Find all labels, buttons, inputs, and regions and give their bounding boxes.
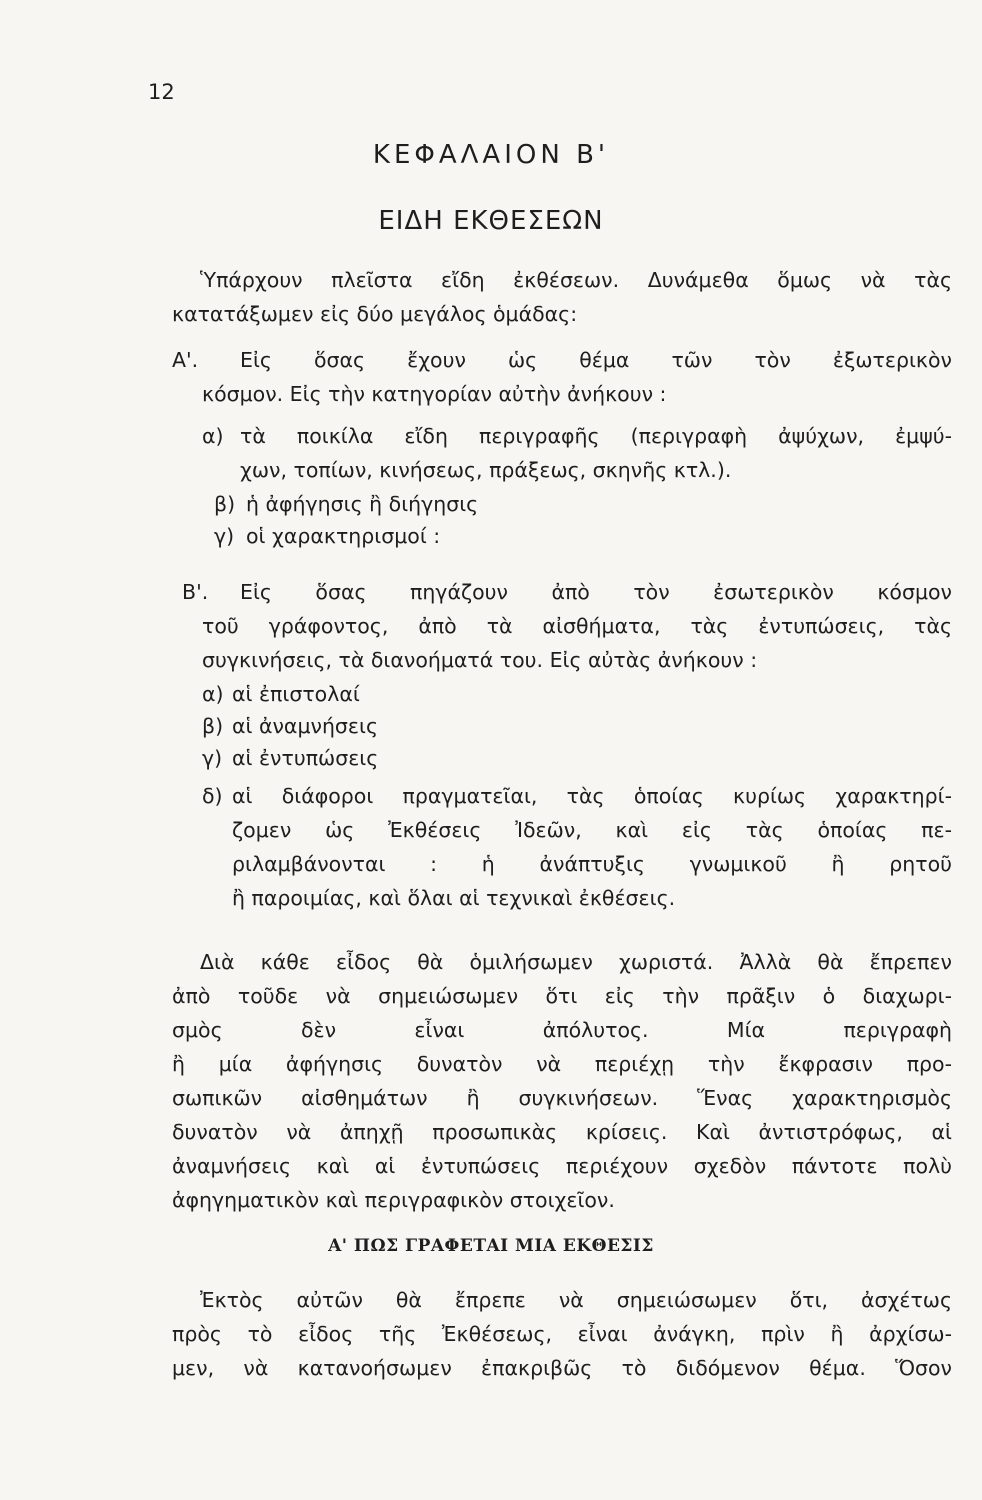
group-a-item-b-marker: β) bbox=[214, 492, 236, 516]
paragraph-two-line-5: σωπικῶν αἰσθημάτων ἢ συγκινήσεων. Ἕνας χαρακτηρισμὸς bbox=[172, 1086, 952, 1110]
paragraph-three-line-1: Ἐκτὸς αὐτῶν θὰ ἔπρεπε νὰ σημειώσωμεν ὅτι, ἀσχέτως bbox=[200, 1288, 952, 1312]
paragraph-two-line-6: δυνατὸν νὰ ἀπηχῇ προσωπικὰς κρίσεις. Καὶ ἀντιστρόφως, αἱ bbox=[172, 1120, 952, 1144]
intro-line-2: κατατάξωμεν εἰς δύο μεγάλος ὁμάδας: bbox=[172, 302, 578, 326]
group-b-line-3: συγκινήσεις, τὰ διανοήματά του. Εἰς αὐτὰς ἀνήκουν : bbox=[202, 648, 758, 672]
page-number: 12 bbox=[148, 80, 175, 104]
group-b-item-d-line-3: ριλαμβάνονται : ἡ ἀνάπτυξις γνωμικοῦ ἢ ρητοῦ bbox=[232, 852, 952, 876]
paragraph-two-line-2: ἀπὸ τοῦδε νὰ σημειώσωμεν ὅτι εἰς τὴν πρᾶξιν ὁ διαχωρι- bbox=[172, 984, 952, 1008]
group-a-item-c-line: οἱ χαρακτηρισμοί : bbox=[246, 524, 441, 548]
intro-line-1: Ὑπάρχουν πλεῖστα εἴδη ἐκθέσεων. Δυνάμεθα ὅμως νὰ τὰς bbox=[200, 268, 952, 292]
paragraph-three-line-3: μεν, νὰ κατανοήσωμεν ἐπακριβῶς τὸ διδόμενον θέμα. Ὅσον bbox=[172, 1356, 952, 1380]
chapter-title: ΚΕΦΑΛΑΙΟΝ Β' bbox=[372, 140, 610, 170]
group-a-item-a-line-1: τὰ ποικίλα εἴδη περιγραφῆς (περιγραφὴ ἀψύχων, ἐμψύ- bbox=[240, 424, 952, 448]
group-a-marker: Α'. bbox=[172, 348, 199, 372]
group-b-item-d-marker: δ) bbox=[202, 784, 223, 808]
group-b-item-d-line-4: ἢ παροιμίας, καὶ ὅλαι αἱ τεχνικαὶ ἐκθέσεις. bbox=[232, 886, 676, 910]
group-b-marker: Β'. bbox=[182, 580, 209, 604]
group-a-item-a-marker: α) bbox=[202, 424, 224, 448]
group-b-item-c-line: αἱ ἐντυπώσεις bbox=[232, 746, 379, 770]
group-a-line-2: κόσμον. Εἰς τὴν κατηγορίαν αὐτὴν ἀνήκουν : bbox=[202, 382, 667, 406]
group-b-item-b-marker: β) bbox=[202, 714, 224, 738]
paragraph-two-line-7: ἀναμνήσεις καὶ αἱ ἐντυπώσεις περιέχουν σχεδὸν πάντοτε πολὺ bbox=[172, 1154, 952, 1178]
paragraph-two-line-3: σμὸς δὲν εἶναι ἀπόλυτος. Μία περιγραφὴ bbox=[172, 1018, 952, 1042]
subheading: Α' ΠΩΣ ΓΡΑΦΕΤΑΙ ΜΙΑ ΕΚΘΕΣΙΣ bbox=[328, 1236, 654, 1256]
group-a-item-a-line-2: χων, τοπίων, κινήσεως, πράξεως, σκηνῆς κτλ.). bbox=[240, 458, 732, 482]
group-a-item-c-marker: γ) bbox=[214, 524, 235, 548]
section-title: ΕΙΔΗ ΕΚΘΕΣΕΩΝ bbox=[378, 206, 604, 236]
paragraph-two-line-8: ἀφηγηματικὸν καὶ περιγραφικὸν στοιχεῖον. bbox=[172, 1188, 615, 1212]
paragraph-two-line-1: Διὰ κάθε εἶδος θὰ ὁμιλήσωμεν χωριστά. Ἀλλὰ θὰ ἔπρεπεν bbox=[200, 950, 952, 974]
group-b-item-a-marker: α) bbox=[202, 682, 224, 706]
group-b-item-d-line-1: αἱ διάφοροι πραγματεῖαι, τὰς ὁποίας κυρίως χαρακτηρί- bbox=[232, 784, 952, 808]
group-b-line-1: Εἰς ὅσας πηγάζουν ἀπὸ τὸν ἐσωτερικὸν κόσμον bbox=[240, 580, 952, 604]
group-b-item-c-marker: γ) bbox=[202, 746, 223, 770]
group-a-item-b-line: ἡ ἀφήγησις ἢ διήγησις bbox=[246, 492, 479, 516]
paragraph-three-line-2: πρὸς τὸ εἶδος τῆς Ἐκθέσεως, εἶναι ἀνάγκη, πρὶν ἢ ἀρχίσω- bbox=[172, 1322, 952, 1346]
paragraph-two-line-4: ἢ μία ἀφήγησις δυνατὸν νὰ περιέχῃ τὴν ἔκφρασιν προ- bbox=[172, 1052, 952, 1076]
group-a-line-1: Εἰς ὅσας ἔχουν ὡς θέμα τῶν τὸν ἐξωτερικὸν bbox=[240, 348, 952, 372]
group-b-item-d-line-2: ζομεν ὡς Ἐκθέσεις Ἰδεῶν, καὶ εἰς τὰς ὁποίας πε- bbox=[232, 818, 952, 842]
group-b-item-b-line: αἱ ἀναμνήσεις bbox=[232, 714, 378, 738]
group-b-item-a-line: αἱ ἐπιστολαί bbox=[232, 682, 360, 706]
group-b-line-2: τοῦ γράφοντος, ἀπὸ τὰ αἰσθήματα, τὰς ἐντυπώσεις, τὰς bbox=[202, 614, 952, 638]
